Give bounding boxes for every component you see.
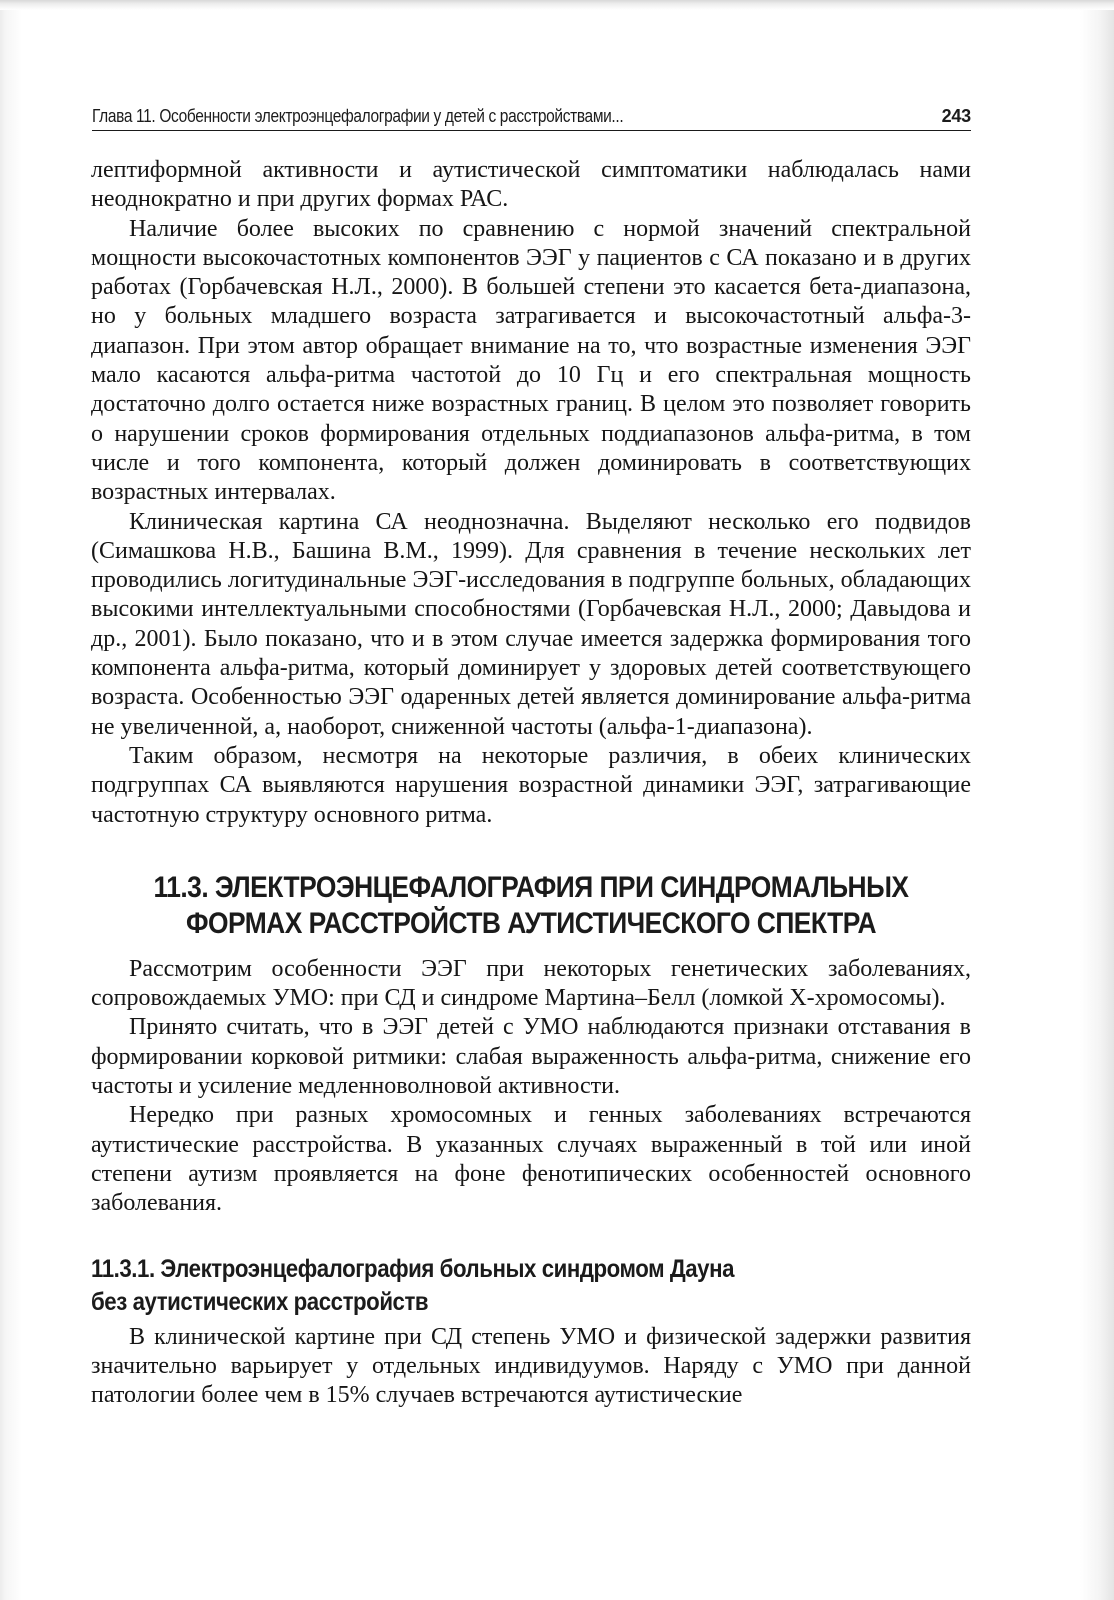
- section-heading-line: ФОРМАХ РАССТРОЙСТВ АУТИСТИЧЕСКОГО СПЕКТРА: [185, 906, 877, 940]
- page-top-edge: [0, 0, 1114, 10]
- page-number: 243: [941, 106, 971, 126]
- subsection-heading: [91, 1253, 874, 1319]
- paragraph: лептиформной активности и аутистической симптоматики наблюдалась нами неоднократно и при других формах РАС.: [91, 157, 971, 213]
- section-heading: [144, 870, 918, 942]
- subsection-heading-line: без аутистических расстройств: [91, 1287, 429, 1316]
- paragraph: Наличие более высоких по сравнению с нормой значений спектральной мощности высокочастотных компонентов ЭЭГ у пациентов с СА показано и в других работах (Горбачевская Н.Л., 2000). В большей степени это касается бета-диапазона, но у больных младшего возраста затрагивается и высокочастотный альфа-3-диапазон. При этом автор обращает внимание на то, что возрастные изменения ЭЭГ мало касаются альфа-ритма частотой до 10 Гц и его спектральная мощность достаточно долго остается ниже возрастных границ. В целом это позволяет говорить о нарушении сроков формирования отдельных поддиапазонов альфа-ритма, в том числе и того компонента, который должен доминировать в соответствующих возрастных интервалах.: [91, 215, 971, 506]
- paragraph: Принято считать, что в ЭЭГ детей с УМО наблюдаются признаки отставания в формировании корковой ритмики: слабая выраженность альфа-ритма, снижение его частоты и усиление медленноволновой активности.: [91, 1014, 971, 1100]
- paragraph: Клиническая картина СА неоднозначна. Выделяют несколько его подвидов (Симашкова Н.В., Башина В.М., 1999). Для сравнения в течение нескольких лет проводились логитудинальные ЭЭГ-исследования в подгруппе больных, обладающих высокими интеллектуальными способностями (Горбачевская Н.Л., 2000; Давыдова и др., 2001). Было показано, что и в этом случае имеется задержка формирования того компонента альфа-ритма, который доминирует у здоровых детей соответствующего возраста. Особенностью ЭЭГ одаренных детей является доминирование альфа-ритма не увеличенной, а, наоборот, сниженной частоты (альфа-1-диапазона).: [91, 508, 971, 740]
- paragraph: Таким образом, несмотря на некоторые различия, в обеих клинических подгруппах СА выявляются нарушения возрастной динамики ЭЭГ, затрагивающие частотную структуру основного ритма.: [91, 742, 971, 828]
- paragraph: В клинической картине при СД степень УМО и физической задержки развития значительно варьирует у отдельных индивидуумов. Наряду с УМО при данной патологии более чем в 15% случаев встречаются аутистические: [91, 1323, 971, 1409]
- running-header: [92, 106, 971, 131]
- page-body: [91, 156, 971, 1410]
- running-header-title: Глава 11. Особенности электроэнцефалографии у детей с расстройствами...: [92, 106, 624, 126]
- paragraph: Нередко при разных хромосомных и генных заболеваниях встречаются аутистические расстройства. В указанных случаях выраженный в той или иной степени аутизм проявляется на фоне фенотипических особенностей основного заболевания.: [91, 1102, 971, 1217]
- subsection-heading-line: 11.3.1. Электроэнцефалография больных синдромом Дауна: [91, 1254, 735, 1283]
- paragraph: Рассмотрим особенности ЭЭГ при некоторых генетических заболеваниях, сопровождаемых УМО: при СД и синдроме Мартина–Белл (ломкой Х-хромосомы).: [91, 955, 971, 1012]
- section-heading-line: 11.3. ЭЛЕКТРОЭНЦЕФАЛОГРАФИЯ ПРИ СИНДРОМАЛЬНЫХ: [153, 870, 909, 904]
